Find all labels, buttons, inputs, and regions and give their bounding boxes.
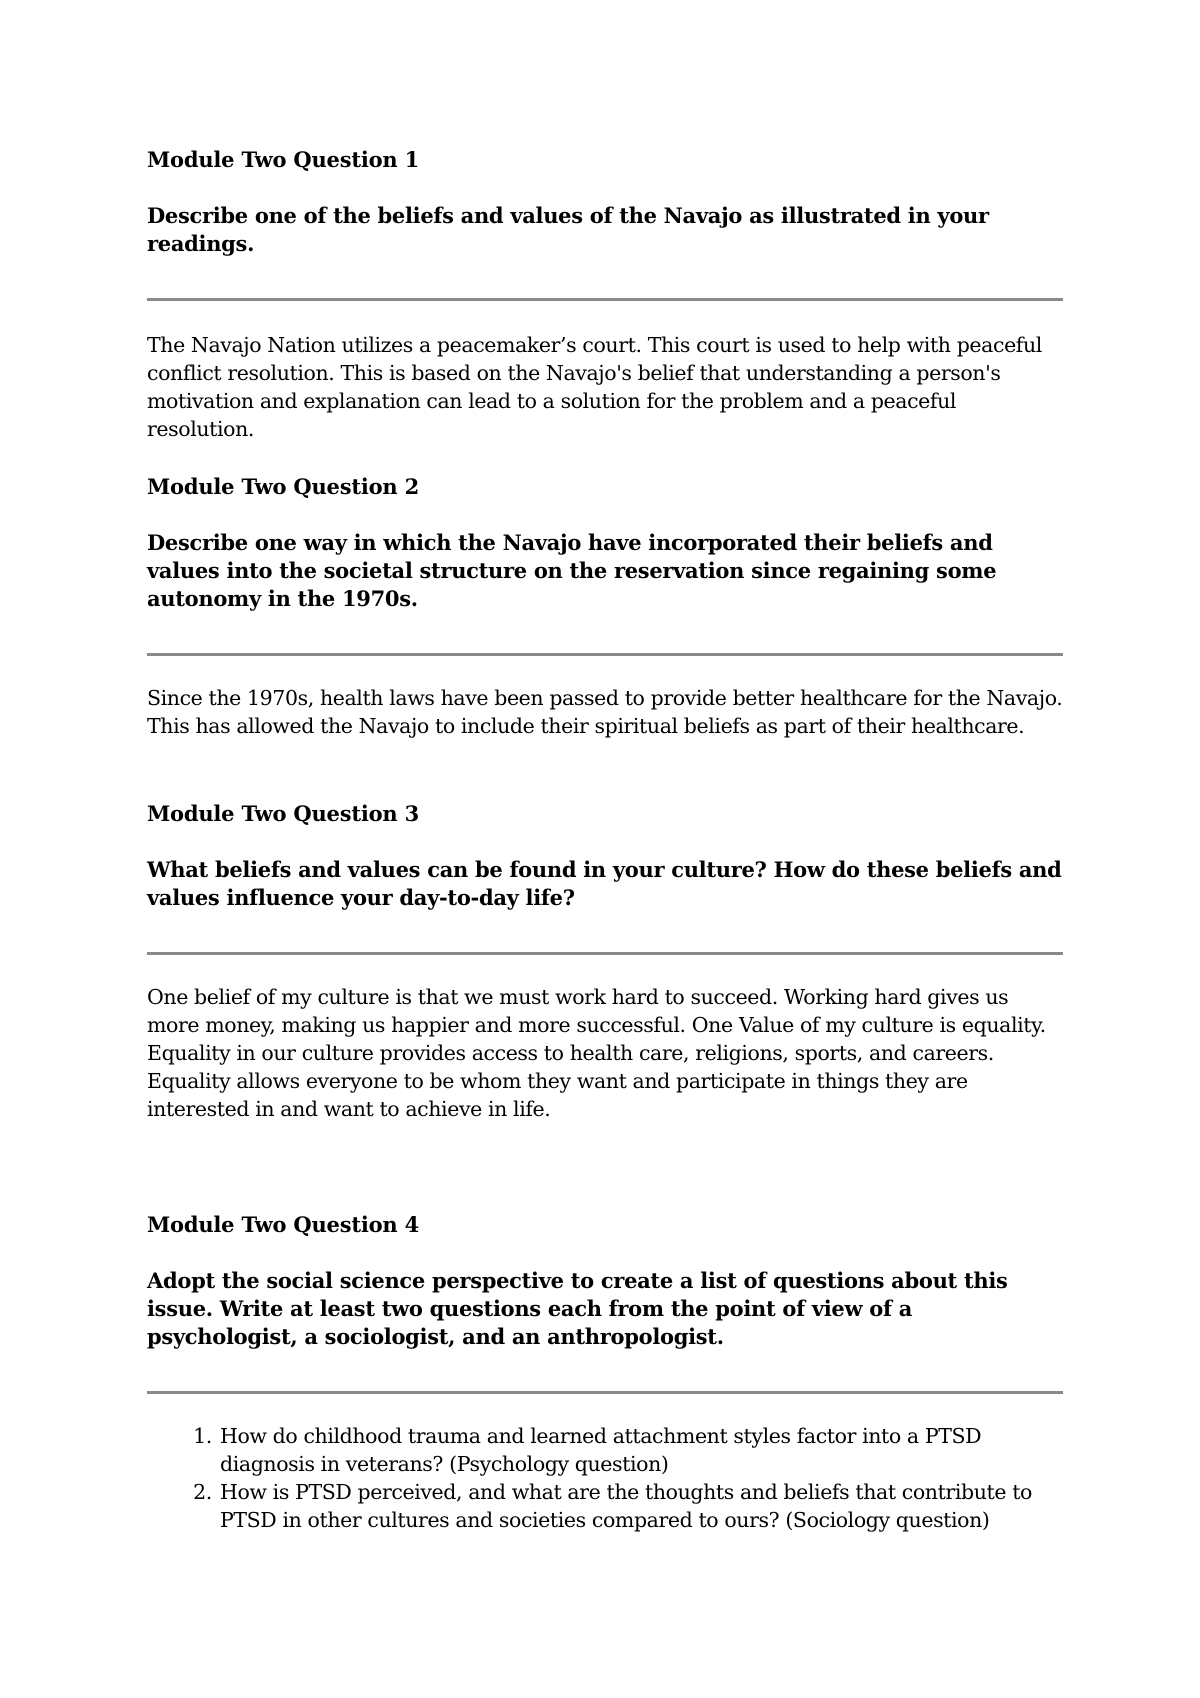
answer-text: One belief of my culture is that we must work hard to succeed. Working hard gives us more money, making us happier and more successful. One Value of my culture is equality. Equality in our culture provides access to health care, religions, sports, and careers. Equality allows everyone to be whom they want and participate in things they are interested in and want to achieve in life. [147, 985, 1046, 1121]
horizontal-rule [147, 298, 1063, 301]
answer-text: The Navajo Nation utilizes a peacemaker’s court. This court is used to help with peaceful conflict resolution. This is based on the Navajo's belief that understanding a person's motivation and explanation can lead to a solution for the problem and a peaceful resolution. [147, 333, 1042, 441]
question-section-4 [147, 1211, 1063, 1534]
horizontal-rule [147, 653, 1063, 656]
question-heading: Module Two Question 1 [147, 147, 419, 172]
question-prompt: Describe one way in which the Navajo have incorporated their beliefs and values into the societal structure on the reservation since regaining some autonomy in the 1970s. [147, 530, 997, 611]
question-section-2 [147, 473, 1063, 740]
list-item: 2. How is PTSD perceived, and what are the thoughts and beliefs that contribute to PTSD in other cultures and societies compared to ours? (Sociology question) [218, 1478, 1063, 1534]
answer-list [147, 1422, 1063, 1534]
answer-text: Since the 1970s, health laws have been passed to provide better healthcare for the Navajo. This has allowed the Navajo to include their spiritual beliefs as part of their healthcare. [147, 686, 1063, 738]
question-heading: Module Two Question 4 [147, 1212, 419, 1237]
question-section-1 [147, 146, 1063, 443]
horizontal-rule [147, 952, 1063, 955]
question-heading: Module Two Question 3 [147, 801, 419, 826]
question-prompt: Adopt the social science perspective to create a list of questions about this issue. Write at least two questions each from the point of view of a psychologist, a sociologist, and an anthropologist. [147, 1268, 1008, 1349]
list-item: 1. How do childhood trauma and learned attachment styles factor into a PTSD diagnosis in veterans? (Psychology question) [218, 1422, 1063, 1478]
question-section-3 [147, 800, 1063, 1123]
question-prompt: What beliefs and values can be found in your culture? How do these beliefs and values influence your day-to-day life? [147, 857, 1062, 910]
question-prompt: Describe one of the beliefs and values of the Navajo as illustrated in your readings. [147, 203, 989, 256]
horizontal-rule [147, 1391, 1063, 1394]
question-heading: Module Two Question 2 [147, 474, 419, 499]
